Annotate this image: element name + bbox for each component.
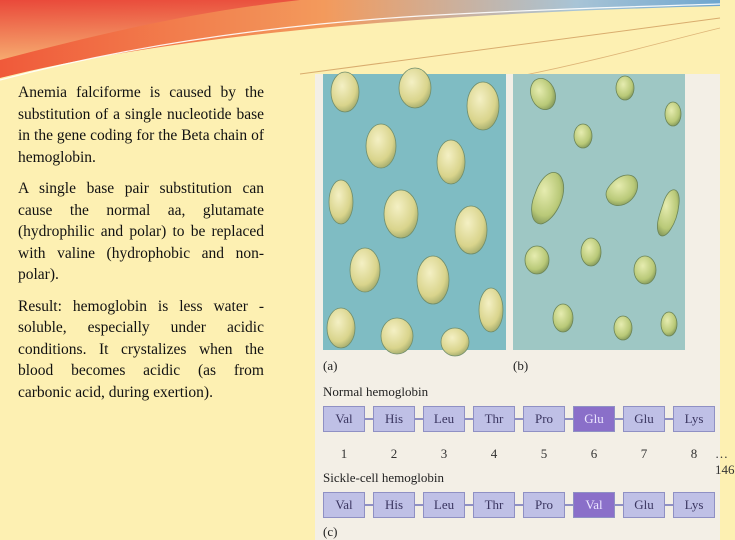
hemoglobin-figure bbox=[315, 74, 735, 540]
panel-label-c: (c) bbox=[323, 524, 338, 539]
position-number: 2 bbox=[390, 446, 398, 461]
normal-residue-5: Pro bbox=[523, 406, 565, 432]
normal-residue-8: Lys bbox=[673, 406, 715, 432]
paragraph-substitution: A single base pair substitution can cause the normal aa, glutamate (hydrophilic and polar) to be replaced with valine (hydrophobic and non-polar). bbox=[18, 180, 264, 283]
sickle-peptide-bond bbox=[465, 504, 473, 506]
normal-residue-6: Glu bbox=[573, 406, 615, 432]
position-number: 5 bbox=[540, 446, 548, 461]
position-number: 8 bbox=[690, 446, 698, 461]
normal-peptide-bond bbox=[615, 418, 623, 420]
normal-peptide-bond bbox=[415, 418, 423, 420]
sickle-peptide-bond bbox=[615, 504, 623, 506]
sickle-cells-micrograph bbox=[513, 74, 685, 350]
sickle-residue-8: Lys bbox=[673, 492, 715, 518]
normal-peptide-bond bbox=[565, 418, 573, 420]
sickle-peptide-bond bbox=[365, 504, 373, 506]
normal-peptide-bond bbox=[465, 418, 473, 420]
normal-cells-micrograph bbox=[323, 74, 506, 350]
sickle-residue-2: His bbox=[373, 492, 415, 518]
position-end-label: … 146 bbox=[715, 446, 735, 477]
normal-hemoglobin-title: Normal hemoglobin bbox=[323, 384, 429, 399]
normal-residue-7: Glu bbox=[623, 406, 665, 432]
position-number: 1 bbox=[340, 446, 348, 461]
normal-peptide-bond bbox=[665, 418, 673, 420]
position-number: 4 bbox=[490, 446, 498, 461]
normal-residue-3: Leu bbox=[423, 406, 465, 432]
sickle-peptide-bond bbox=[415, 504, 423, 506]
paragraph-cause: Anemia falciforme is caused by the substitution of a single nucleotide base in the gene coding for the Beta chain of hemoglobin. bbox=[18, 84, 264, 166]
normal-chain bbox=[323, 406, 713, 434]
decorative-banner bbox=[0, 0, 720, 85]
sickle-peptide-bond bbox=[565, 504, 573, 506]
sickle-peptide-bond bbox=[515, 504, 523, 506]
position-number: 6 bbox=[590, 446, 598, 461]
normal-residue-1: Val bbox=[323, 406, 365, 432]
sickle-residue-7: Glu bbox=[623, 492, 665, 518]
panel-label-a: (a) bbox=[323, 358, 338, 373]
sickle-chain bbox=[323, 492, 713, 520]
sickle-hemoglobin-title: Sickle-cell hemoglobin bbox=[323, 470, 444, 485]
normal-residue-2: His bbox=[373, 406, 415, 432]
sickle-residue-6: Val bbox=[573, 492, 615, 518]
sickle-peptide-bond bbox=[665, 504, 673, 506]
sickle-residue-3: Leu bbox=[423, 492, 465, 518]
paragraph-result: Result: hemoglobin is less water -soluble, especially under acidic conditions. It crystalizes when the blood becomes acidic (as from carbonic acid, during exertion). bbox=[18, 297, 264, 401]
position-number: 7 bbox=[640, 446, 648, 461]
panel-label-b: (b) bbox=[513, 358, 529, 373]
normal-residue-4: Thr bbox=[473, 406, 515, 432]
sickle-residue-4: Thr bbox=[473, 492, 515, 518]
position-number: 3 bbox=[440, 446, 448, 461]
sickle-residue-5: Pro bbox=[523, 492, 565, 518]
normal-peptide-bond bbox=[365, 418, 373, 420]
text-column bbox=[18, 82, 264, 413]
normal-peptide-bond bbox=[515, 418, 523, 420]
sickle-residue-1: Val bbox=[323, 492, 365, 518]
